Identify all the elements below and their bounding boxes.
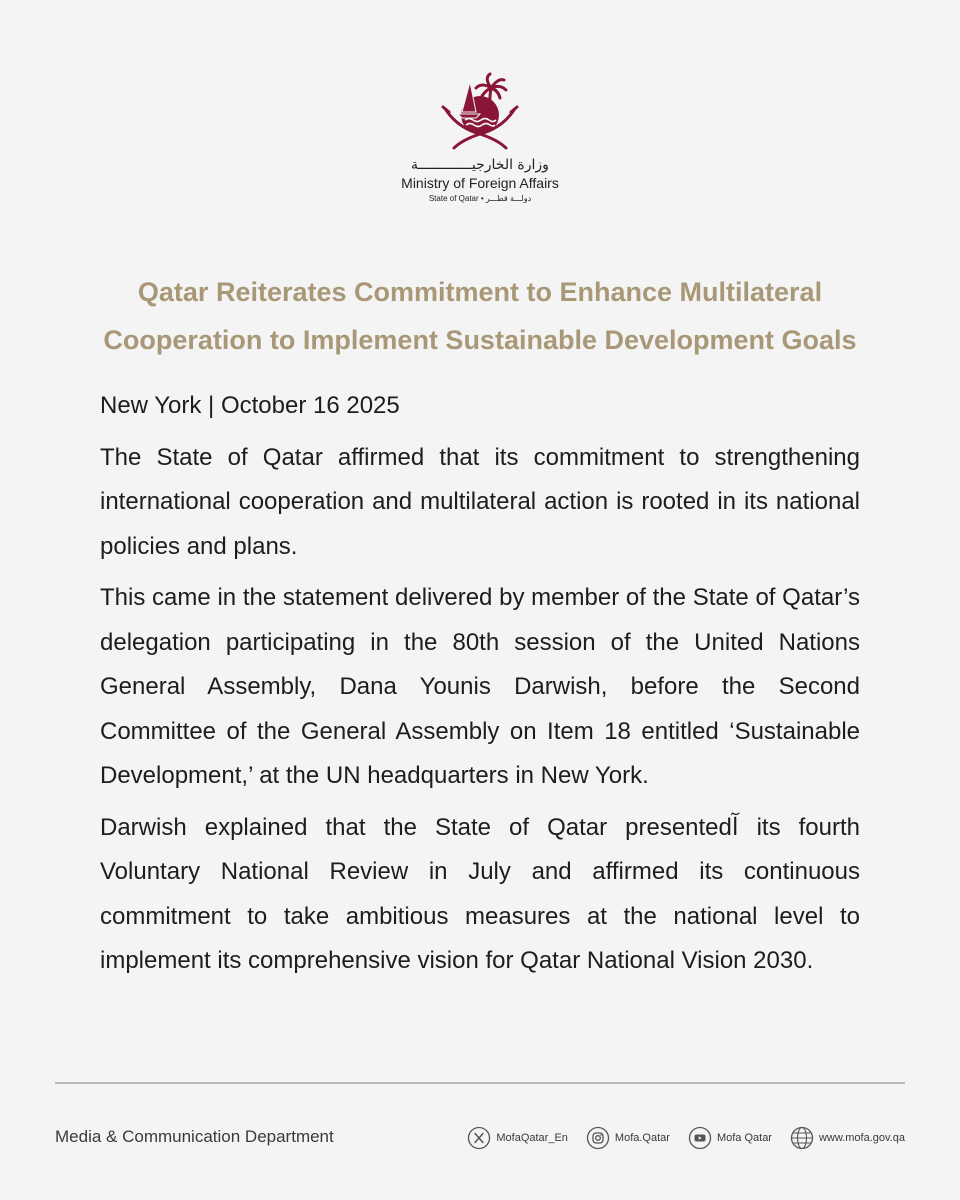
article-body bbox=[100, 384, 860, 991]
website-url: www.mofa.gov.qa bbox=[818, 1132, 905, 1144]
social-instagram[interactable] bbox=[586, 1126, 670, 1150]
headline-line-2: Cooperation to Implement Sustainable Development Goals bbox=[103, 325, 857, 355]
article-headline bbox=[60, 268, 900, 364]
ministry-logo bbox=[380, 70, 580, 206]
social-x[interactable] bbox=[467, 1126, 568, 1150]
social-youtube[interactable] bbox=[688, 1126, 772, 1150]
state-subtitle: State of Qatar • دولـــة قطـــر bbox=[428, 194, 532, 203]
instagram-icon bbox=[586, 1126, 610, 1150]
ministry-name-arabic: وزارة الخارجيـــــــــــــة bbox=[411, 157, 549, 173]
paragraph-1: The State of Qatar affirmed that its commitment to strengthening international cooperation and multilateral action is rooted in its national policies and plans. bbox=[100, 443, 860, 560]
dateline: New York | October 16 2025 bbox=[100, 392, 400, 419]
footer-divider bbox=[55, 1082, 905, 1084]
ministry-name-english: Ministry of Foreign Affairs bbox=[401, 175, 559, 191]
globe-icon bbox=[790, 1126, 814, 1150]
youtube-icon bbox=[688, 1126, 712, 1150]
paragraph-2: This came in the statement delivered by member of the State of Qatar’s delegation participating in the 80th session of the United Nations General Assembly, Dana Younis Darwish, before the Second Committee of the General Assembly on Item 18 entitled ‘Sustainable Development,’ at the UN headquarters in New York. bbox=[100, 584, 860, 789]
x-icon bbox=[467, 1126, 491, 1150]
qatar-emblem-icon bbox=[440, 70, 520, 152]
department-name: Media & Communication Department bbox=[55, 1127, 334, 1146]
paragraph-3: Darwish explained that the State of Qatar presentedآ its fourth Voluntary National Review in July and affirmed its continuous commitment to take ambitious measures at the national level to implement its comprehensive vision for Qatar National Vision 2030. bbox=[100, 813, 860, 974]
social-website[interactable] bbox=[790, 1126, 905, 1150]
headline-line-1: Qatar Reiterates Commitment to Enhance Multilateral bbox=[137, 277, 823, 307]
instagram-handle: Mofa.Qatar bbox=[614, 1132, 670, 1144]
youtube-handle: Mofa Qatar bbox=[716, 1132, 772, 1144]
x-handle: MofaQatar_En bbox=[496, 1132, 568, 1144]
social-links bbox=[467, 1126, 905, 1150]
